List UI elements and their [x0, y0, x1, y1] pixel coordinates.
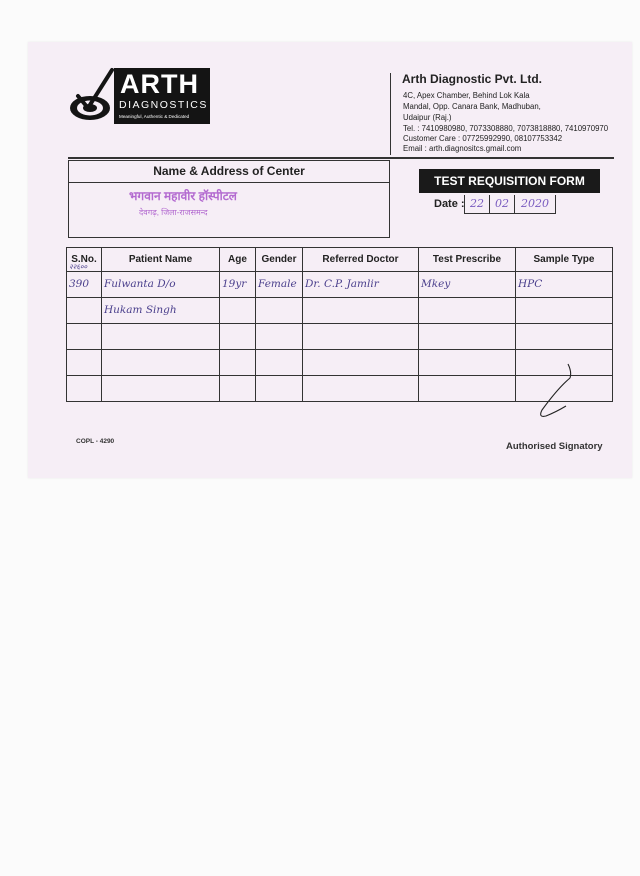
gender-cell[interactable]: [256, 297, 303, 323]
header-rule: [68, 157, 614, 159]
test-prescribe-cell[interactable]: Mkey: [419, 271, 516, 297]
referred-doctor-cell[interactable]: Dr. C.P. Jamlir: [303, 271, 419, 297]
test-prescribe-cell[interactable]: [419, 297, 516, 323]
test-prescribe-cell[interactable]: [419, 349, 516, 375]
handwritten-signature: [528, 360, 588, 426]
patient-name-cell[interactable]: [102, 349, 220, 375]
column-header: Sample Type: [516, 248, 613, 272]
date-year-field[interactable]: 2020: [514, 195, 556, 214]
address-line: 4C, Apex Chamber, Behind Lok Kala: [403, 91, 530, 100]
age-cell[interactable]: [220, 375, 256, 401]
logo-tagline: Meaningful, Authentic & Dedicated: [119, 114, 190, 119]
table-row: [67, 323, 613, 349]
logo-subtitle: DIAGNOSTICS: [119, 99, 208, 111]
age-cell[interactable]: [220, 323, 256, 349]
age-cell[interactable]: [220, 349, 256, 375]
column-header: Test Prescribe: [419, 248, 516, 272]
company-name: Arth Diagnostic Pvt. Ltd.: [402, 72, 543, 86]
patient-name-cell[interactable]: Fulwanta D/o: [102, 271, 220, 297]
authorised-signatory-label: Authorised Signatory: [506, 441, 603, 452]
gender-cell[interactable]: Female: [256, 271, 303, 297]
sno-value: 390: [69, 278, 90, 291]
test-prescribe-cell[interactable]: [419, 323, 516, 349]
center-address-box: [68, 160, 390, 238]
referred-doctor-cell[interactable]: [303, 349, 419, 375]
email-line: Email : arth.diagnositcs.gmail.com: [403, 144, 522, 153]
logo-brand: ARTH: [120, 69, 199, 99]
column-header: Age: [220, 248, 256, 272]
form-code: COPL - 4290: [76, 438, 115, 445]
center-box-title: Name & Address of Center: [69, 161, 389, 183]
sample-type-cell[interactable]: HPC: [516, 271, 613, 297]
date-day-field[interactable]: 22: [464, 195, 490, 214]
referred-doctor-cell[interactable]: [303, 297, 419, 323]
gender-cell[interactable]: [256, 349, 303, 375]
referred-doctor-cell[interactable]: [303, 323, 419, 349]
age-cell[interactable]: [220, 297, 256, 323]
column-header: S.No.: [67, 248, 102, 272]
sample-type-cell[interactable]: [516, 297, 613, 323]
form-title: TEST REQUISITION FORM: [419, 169, 600, 193]
patient-name-cell[interactable]: [102, 375, 220, 401]
table-header-row: [67, 248, 613, 272]
sno-cell[interactable]: [67, 262, 102, 297]
address-line: Mandal, Opp. Canara Bank, Madhuban,: [403, 102, 541, 111]
column-header: Gender: [256, 248, 303, 272]
logo-block: [114, 68, 210, 124]
patient-name-cell[interactable]: [102, 323, 220, 349]
date-month-field[interactable]: 02: [489, 195, 515, 214]
sno-cell[interactable]: [67, 297, 102, 323]
phone-line: Tel. : 7410980980, 7073308880, 7073818880, 7410970970: [403, 124, 609, 133]
column-header: Referred Doctor: [303, 248, 419, 272]
center-stamp-name: भगवान महावीर हॉस्पीटल: [129, 189, 237, 203]
test-prescribe-cell[interactable]: [419, 375, 516, 401]
sample-type-cell[interactable]: [516, 323, 613, 349]
center-stamp-address: देवगढ़, जिला-राजसमन्द: [139, 208, 208, 217]
column-header: Patient Name: [102, 248, 220, 272]
date-label: Date :: [434, 198, 465, 210]
gender-cell[interactable]: [256, 323, 303, 349]
address-line: Udaipur (Raj.): [403, 113, 452, 122]
requisition-sheet: [28, 42, 632, 478]
patient-name-cell[interactable]: Hukam Singh: [102, 297, 220, 323]
header-divider: [390, 73, 391, 155]
sno-cell[interactable]: [67, 349, 102, 375]
age-cell[interactable]: 19yr: [220, 271, 256, 297]
sno-cell[interactable]: [67, 323, 102, 349]
referred-doctor-cell[interactable]: [303, 375, 419, 401]
customer-care-line: Customer Care : 07725992990, 08107753342: [403, 134, 563, 143]
checkmark-target-logo-icon: [68, 66, 116, 126]
sno-cell[interactable]: [67, 375, 102, 401]
table-row: [67, 271, 613, 297]
table-row: [67, 297, 613, 323]
sno-note: २२६००: [69, 262, 88, 271]
gender-cell[interactable]: [256, 375, 303, 401]
